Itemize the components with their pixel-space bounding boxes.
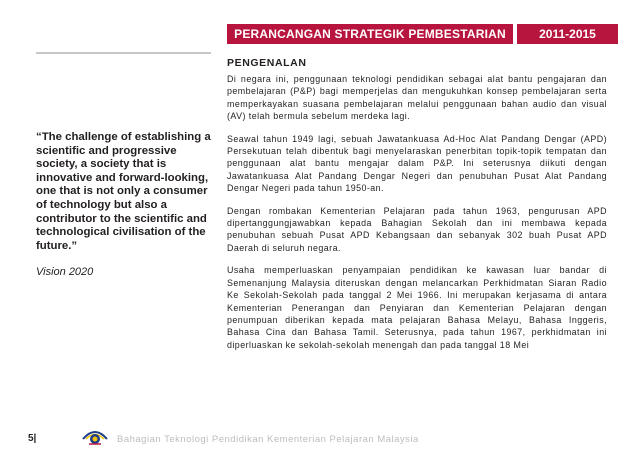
quote-source: Vision 2020 <box>36 266 94 278</box>
ministry-crest-icon <box>80 427 110 447</box>
body-text <box>227 73 607 361</box>
paragraph: Usaha memperluaskan penyampaian pendidikan ke kawasan luar bandar di Semenanjung Malaysia diteruskan dengan melancarkan Perkhidmatan Siaran Radio Ke Sekolah-Sekolah pada tanggal 2 Mei 1966. Ini merupakan kerjasama di antara Kementerian Penerangan dan Penyiaran dan Kementerian Pelajaran dengan penumpuan diberikan kepada mata pelajaran Bahasa Melayu, Bahasa Inggeris, Bahasa Cina dan Bahasa Tamil. Seterusnya, pada tahun 1967, perkhidmatan ini diperluaskan ke sekolah-sekolah menengah dan pada tanggal 18 Mei <box>227 265 607 350</box>
sidebar-divider <box>36 52 211 54</box>
footer-text: Bahagian Teknologi Pendidikan Kementerian Pelajaran Malaysia <box>117 434 419 445</box>
header-bar <box>227 24 618 44</box>
paragraph: Dengan rombakan Kementerian Pelajaran pada tahun 1963, pengurusan APD dipertanggungjawabkan kepada Bahagian Sekolah dan ini membawa kepada penubuhan sebuah Pusat APD Kebangsaan dan sebanyak 302 buah Pusat APD Daerah di seluruh negara. <box>227 205 607 253</box>
document-years: 2011-2015 <box>517 24 618 44</box>
paragraph: Di negara ini, penggunaan teknologi pendidikan sebagai alat bantu pengajaran dan pembelajaran (P&P) bagi memperjelas dan mengukuhkan konsep pembelajaran serta memperkayakan suasana pembelajaran melalui penggunaan bahan audio dan visual (AV) telah bermula sebelum merdeka lagi. <box>227 74 607 122</box>
vision-quote: “The challenge of establishing a scientific and progressive society, a society that is innovative and forward-looking, one that is not only a consumer of technology but also a contributor to the scientific and technological civilisation of the future.” <box>36 131 211 252</box>
section-title: PENGENALAN <box>227 57 307 69</box>
page-number: 5| <box>28 433 37 444</box>
paragraph: Seawal tahun 1949 lagi, sebuah Jawatankuasa Ad-Hoc Alat Pandang Dengar (APD) Persekutuan telah dibentuk bagi menyelaraskan penerbitan topik-topik tempatan dan penggunaan alat bantu mengajar dalam P&P. Ini seterusnya diikuti dengan Jawatankuasa Alat Pandang Dengar Negeri dan penubuhan Pusat Alat Pandang Dengar Negeri pada tahun 1950-an. <box>227 133 607 194</box>
document-title: PERANCANGAN STRATEGIK PEMBESTARIAN <box>227 24 513 44</box>
page-footer <box>0 427 638 447</box>
